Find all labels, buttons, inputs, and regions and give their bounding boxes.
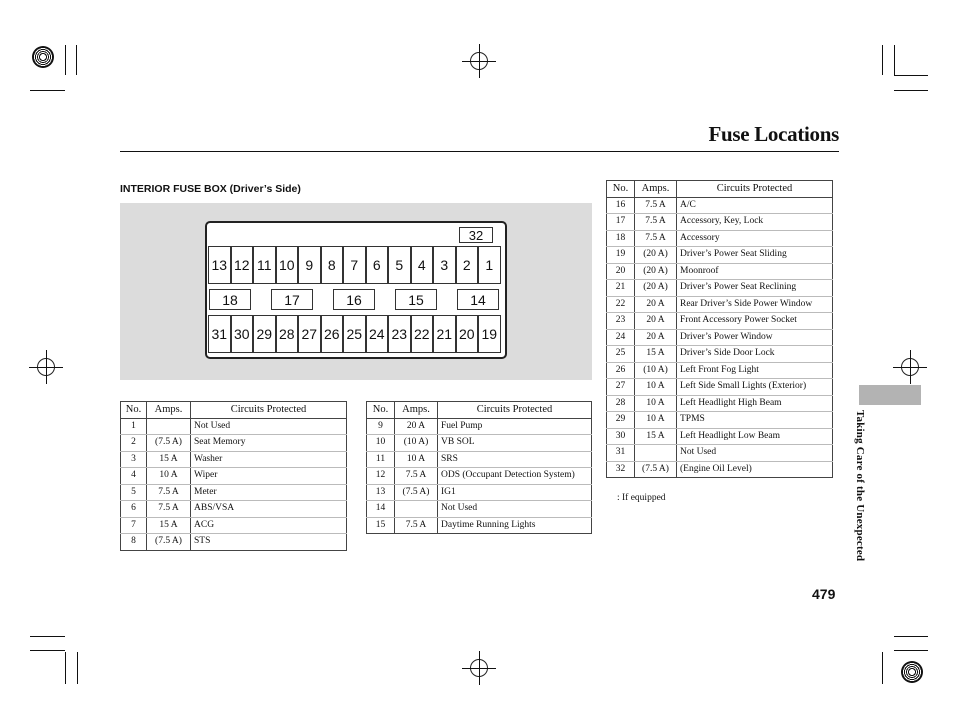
table-row [607, 379, 833, 396]
circuit-protected: Driver’s Power Seat Sliding [677, 247, 833, 264]
fuse-number: 16 [607, 197, 635, 214]
fuse-amps: 7.5 A [395, 468, 438, 485]
table-row [367, 484, 592, 501]
circuit-protected: Not Used [677, 445, 833, 462]
table-row [607, 280, 833, 297]
footnote: : If equipped [617, 493, 666, 503]
crop-mark-line [30, 636, 65, 637]
fuse-amps: 15 A [147, 517, 191, 534]
fuse-amps: 7.5 A [147, 501, 191, 518]
table-row [607, 428, 833, 445]
table-row [607, 296, 833, 313]
table-row [607, 362, 833, 379]
header-circuits: Circuits Protected [438, 402, 592, 419]
fuse-number: 5 [121, 484, 147, 501]
crosshair-line [479, 651, 480, 685]
fuse-number: 7 [121, 517, 147, 534]
fuse-box-diagram-panel [120, 203, 592, 380]
fuse-amps: 7.5 A [635, 197, 677, 214]
fuse-number: 13 [367, 484, 395, 501]
circuit-protected: Left Headlight Low Beam [677, 428, 833, 445]
fuse-slot: 19 [478, 315, 501, 353]
chapter-tab [859, 385, 921, 405]
circuit-protected: Not Used [438, 501, 592, 518]
fuse-number: 26 [607, 362, 635, 379]
fuse-slot: 12 [231, 246, 254, 284]
crop-mark-line [65, 652, 66, 684]
chapter-side-label: Taking Care of the Unexpected [854, 410, 866, 562]
fuse-amps: 15 A [635, 428, 677, 445]
table-row [607, 395, 833, 412]
table-row [607, 461, 833, 478]
circuit-protected: Daytime Running Lights [438, 517, 592, 534]
circuit-protected: Driver’s Power Window [677, 329, 833, 346]
page-number: 479 [812, 586, 836, 602]
fuse-slot: 17 [271, 289, 313, 310]
fuse-number: 3 [121, 451, 147, 468]
fuse-slot: 8 [321, 246, 344, 284]
crop-mark-line [30, 650, 65, 651]
fuse-number: 8 [121, 534, 147, 551]
fuse-slot: 3 [433, 246, 456, 284]
table-row [121, 534, 347, 551]
fuse-slot: 26 [321, 315, 344, 353]
fuse-amps: 15 A [147, 451, 191, 468]
title-rule [120, 151, 839, 152]
fuse-amps: 20 A [395, 418, 438, 435]
table-row [367, 451, 592, 468]
table-row [121, 451, 347, 468]
fuse-amps: 7.5 A [635, 214, 677, 231]
table-row [607, 247, 833, 264]
fuse-table-3 [606, 180, 833, 478]
circuit-protected: Left Side Small Lights (Exterior) [677, 379, 833, 396]
fuse-number: 12 [367, 468, 395, 485]
header-no: No. [121, 402, 147, 419]
circuit-protected: TPMS [677, 412, 833, 429]
fuse-amps: (20 A) [635, 263, 677, 280]
table-row [121, 517, 347, 534]
circuit-protected: Accessory [677, 230, 833, 247]
circuit-protected: Accessory, Key, Lock [677, 214, 833, 231]
crosshair-line [46, 350, 47, 384]
crop-mark-line [894, 90, 928, 91]
fuse-amps [635, 445, 677, 462]
fuse-slot: 16 [333, 289, 375, 310]
fuse-slot: 29 [253, 315, 276, 353]
crop-mark-line [894, 636, 928, 637]
fuse-slot: 15 [395, 289, 437, 310]
fuse-amps: 10 A [395, 451, 438, 468]
table-row [121, 435, 347, 452]
fuse-number: 10 [367, 435, 395, 452]
fuse-amps: 10 A [635, 379, 677, 396]
fuse-amps: (20 A) [635, 280, 677, 297]
table-row [367, 435, 592, 452]
fuse-number: 2 [121, 435, 147, 452]
circuit-protected: SRS [438, 451, 592, 468]
fuse-amps: (7.5 A) [395, 484, 438, 501]
fuse-number: 11 [367, 451, 395, 468]
circuit-protected: Washer [191, 451, 347, 468]
fuse-number: 32 [607, 461, 635, 478]
circuit-protected: Left Headlight High Beam [677, 395, 833, 412]
header-circuits: Circuits Protected [191, 402, 347, 419]
fuse-amps [147, 418, 191, 435]
table-row [607, 412, 833, 429]
fuse-amps: (7.5 A) [635, 461, 677, 478]
fuse-slot: 13 [208, 246, 231, 284]
fuse-number: 24 [607, 329, 635, 346]
fuse-number: 23 [607, 313, 635, 330]
circuit-protected: A/C [677, 197, 833, 214]
fuse-slot: 4 [411, 246, 434, 284]
fuse-amps: 15 A [635, 346, 677, 363]
fuse-table-2 [366, 401, 592, 534]
circuit-protected: VB SOL [438, 435, 592, 452]
fuse-amps: (7.5 A) [147, 534, 191, 551]
fuse-slot: 27 [298, 315, 321, 353]
fuse-amps: 20 A [635, 313, 677, 330]
fuse-amps: (20 A) [635, 247, 677, 264]
circuit-protected: Wiper [191, 468, 347, 485]
circuit-protected: Driver’s Side Door Lock [677, 346, 833, 363]
fuse-number: 22 [607, 296, 635, 313]
crop-mark-line [65, 45, 66, 75]
fuse-amps: 10 A [147, 468, 191, 485]
crop-mark-line [76, 45, 77, 75]
crop-mark-line [894, 45, 895, 75]
registration-rosette-icon [32, 46, 54, 68]
circuit-protected: Fuel Pump [438, 418, 592, 435]
fuse-box-outline [205, 221, 507, 359]
crop-mark-line [882, 652, 883, 684]
circuit-protected: IG1 [438, 484, 592, 501]
table-row [367, 468, 592, 485]
header-amps: Amps. [395, 402, 438, 419]
circuit-protected: ODS (Occupant Detection System) [438, 468, 592, 485]
table-row [607, 445, 833, 462]
crop-mark-line [894, 650, 928, 651]
fuse-number: 28 [607, 395, 635, 412]
fuse-amps: 20 A [635, 296, 677, 313]
fuse-amps: 10 A [635, 412, 677, 429]
fuse-table-1 [120, 401, 347, 551]
circuit-protected: Meter [191, 484, 347, 501]
crop-mark-line [77, 652, 78, 684]
fuse-amps: (10 A) [635, 362, 677, 379]
circuit-protected: Not Used [191, 418, 347, 435]
circuit-protected: ACG [191, 517, 347, 534]
fuse-number: 4 [121, 468, 147, 485]
fuse-number: 9 [367, 418, 395, 435]
fuse-slot: 5 [388, 246, 411, 284]
fuse-slot: 9 [298, 246, 321, 284]
fuse-slot: 25 [343, 315, 366, 353]
circuit-protected: Seat Memory [191, 435, 347, 452]
table-row [607, 230, 833, 247]
crop-mark-line [30, 90, 65, 91]
fuse-slot: 31 [208, 315, 231, 353]
fuse-number: 14 [367, 501, 395, 518]
fuse-slot: 11 [253, 246, 276, 284]
fuse-number: 6 [121, 501, 147, 518]
table-row [607, 263, 833, 280]
table-row [607, 346, 833, 363]
table-row [367, 501, 592, 518]
header-circuits: Circuits Protected [677, 181, 833, 198]
fuse-slot: 18 [209, 289, 251, 310]
fuse-number: 25 [607, 346, 635, 363]
header-no: No. [607, 181, 635, 198]
fuse-slot: 24 [366, 315, 389, 353]
fuse-slot: 21 [433, 315, 456, 353]
table-row [121, 501, 347, 518]
crosshair-line [479, 44, 480, 78]
fuse-slot: 23 [388, 315, 411, 353]
circuit-protected: (Engine Oil Level) [677, 461, 833, 478]
circuit-protected: STS [191, 534, 347, 551]
crosshair-line [910, 350, 911, 384]
fuse-amps: 10 A [635, 395, 677, 412]
section-heading: INTERIOR FUSE BOX (Driver’s Side) [120, 183, 301, 195]
fuse-number: 15 [367, 517, 395, 534]
fuse-number: 1 [121, 418, 147, 435]
table-row [367, 517, 592, 534]
table-row [121, 484, 347, 501]
fuse-slot: 28 [276, 315, 299, 353]
circuit-protected: Rear Driver’s Side Power Window [677, 296, 833, 313]
table-row [367, 418, 592, 435]
header-amps: Amps. [635, 181, 677, 198]
fuse-slot: 1 [478, 246, 501, 284]
fuse-number: 17 [607, 214, 635, 231]
fuse-amps: (10 A) [395, 435, 438, 452]
table-row [121, 418, 347, 435]
circuit-protected: ABS/VSA [191, 501, 347, 518]
fuse-amps: 20 A [635, 329, 677, 346]
fuse-amps: 7.5 A [147, 484, 191, 501]
fuse-number: 29 [607, 412, 635, 429]
table-row [607, 329, 833, 346]
fuse-number: 31 [607, 445, 635, 462]
fuse-slot: 14 [457, 289, 499, 310]
fuse-number: 19 [607, 247, 635, 264]
fuse-number: 27 [607, 379, 635, 396]
fuse-amps: 7.5 A [395, 517, 438, 534]
fuse-number: 30 [607, 428, 635, 445]
table-row [607, 313, 833, 330]
header-amps: Amps. [147, 402, 191, 419]
fuse-slot: 7 [343, 246, 366, 284]
header-no: No. [367, 402, 395, 419]
fuse-slot: 22 [411, 315, 434, 353]
fuse-number: 20 [607, 263, 635, 280]
circuit-protected: Driver’s Power Seat Reclining [677, 280, 833, 297]
table-row [607, 214, 833, 231]
fuse-amps: (7.5 A) [147, 435, 191, 452]
fuse-amps: 7.5 A [635, 230, 677, 247]
fuse-number: 21 [607, 280, 635, 297]
crop-mark-line [882, 45, 883, 75]
crop-mark-line [894, 75, 928, 76]
registration-rosette-icon [901, 661, 923, 683]
fuse-slot: 20 [456, 315, 479, 353]
circuit-protected: Front Accessory Power Socket [677, 313, 833, 330]
circuit-protected: Left Front Fog Light [677, 362, 833, 379]
table-row [121, 468, 347, 485]
fuse-slot: 10 [276, 246, 299, 284]
fuse-slot: 30 [231, 315, 254, 353]
circuit-protected: Moonroof [677, 263, 833, 280]
fuse-number: 18 [607, 230, 635, 247]
fuse-amps [395, 501, 438, 518]
fuse-slot: 32 [459, 227, 493, 243]
fuse-slot: 6 [366, 246, 389, 284]
page-title: Fuse Locations [708, 122, 839, 146]
fuse-slot: 2 [456, 246, 479, 284]
table-row [607, 197, 833, 214]
